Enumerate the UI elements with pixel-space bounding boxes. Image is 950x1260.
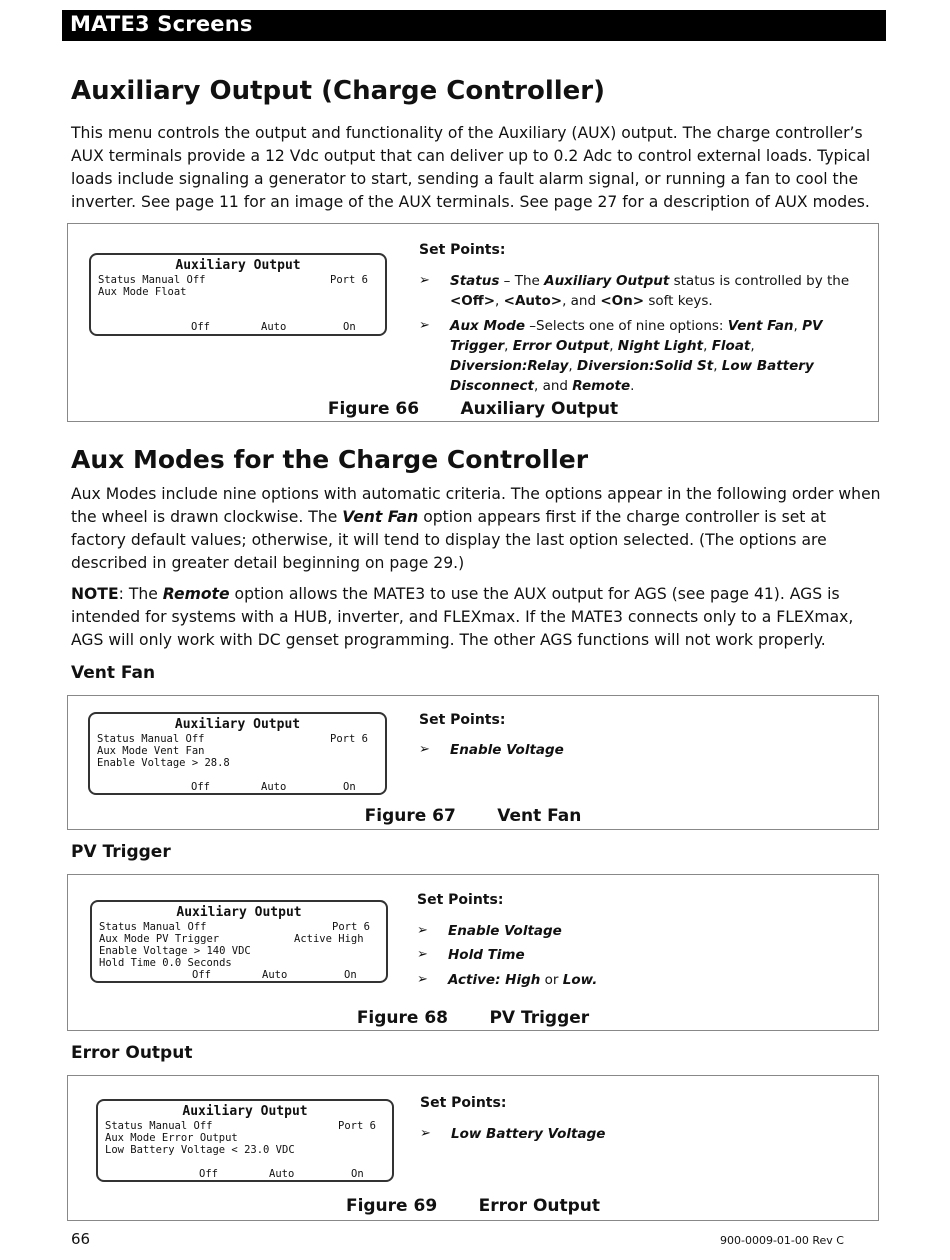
setpoint-enable-voltage: Enable Voltage	[450, 742, 564, 758]
lcd-aux-mode-line: Aux Mode Error Output	[105, 1132, 238, 1144]
soft-key-auto[interactable]: Auto	[269, 1168, 295, 1180]
figure-66-box	[67, 223, 879, 422]
figure-68-box	[67, 874, 879, 1031]
lcd-port: Port 6	[338, 1120, 376, 1132]
page-number: 66	[71, 1230, 91, 1248]
section-title-aux-output: Auxiliary Output (Charge Controller)	[71, 76, 606, 106]
heading-vent-fan: Vent Fan	[71, 663, 156, 683]
lcd-enable-voltage-line: Enable Voltage > 28.8	[97, 757, 230, 769]
heading-error-output: Error Output	[71, 1043, 193, 1063]
soft-key-off[interactable]: Off	[199, 1168, 218, 1180]
lcd-aux-mode-line: Aux Mode Float	[98, 286, 187, 298]
figure-66-caption: Figure 66 Auxiliary Output	[327, 399, 619, 419]
lcd-screen	[88, 712, 387, 795]
lcd-status-line: Status Manual Off	[97, 733, 205, 745]
setpoints-title: Set Points:	[420, 1095, 507, 1111]
document-number: 900-0009-01-00 Rev C	[720, 1234, 844, 1247]
soft-key-auto[interactable]: Auto	[262, 969, 288, 981]
figure-67-caption: Figure 67 Vent Fan	[364, 806, 582, 826]
setpoints-title: Set Points:	[419, 242, 506, 258]
aux-modes-paragraph: Aux Modes include nine options with automatic criteria. The options appear in the following order when the wheel is drawn clockwise. The Vent Fan option appears first if the charge controller is set at factory default values; otherwise, it will tend to display the last option selected. (The options are described in greater detail beginning on page 29.)	[71, 485, 881, 572]
soft-key-off[interactable]: Off	[191, 321, 210, 333]
setpoint-enable-voltage: Enable Voltage	[448, 923, 562, 939]
lcd-title: Auxiliary Output	[174, 717, 301, 732]
setpoint-low-battery-voltage: Low Battery Voltage	[451, 1126, 606, 1142]
figure-67-box	[67, 695, 879, 830]
lcd-title: Auxiliary Output	[182, 1104, 308, 1119]
arrow-bullet-icon: ➢	[420, 1126, 431, 1141]
soft-key-auto[interactable]: Auto	[261, 321, 287, 333]
setpoints-title: Set Points:	[419, 712, 506, 728]
section-title-aux-modes: Aux Modes for the Charge Controller	[71, 445, 589, 474]
figure-69-box	[67, 1075, 879, 1221]
lcd-title: Auxiliary Output	[175, 258, 301, 273]
arrow-bullet-icon: ➢	[419, 318, 430, 333]
soft-key-on[interactable]: On	[344, 969, 357, 981]
lcd-hold-time-line: Hold Time 0.0 Seconds	[99, 957, 232, 969]
lcd-screen	[96, 1099, 394, 1182]
soft-key-on[interactable]: On	[351, 1168, 364, 1180]
lcd-aux-mode-line: Aux Mode PV Trigger	[99, 933, 220, 945]
arrow-bullet-icon: ➢	[419, 742, 430, 757]
lcd-low-battery-line: Low Battery Voltage < 23.0 VDC	[105, 1144, 295, 1156]
arrow-bullet-icon: ➢	[417, 972, 428, 987]
heading-pv-trigger: PV Trigger	[71, 842, 171, 862]
figure-68-caption: Figure 68 PV Trigger	[356, 1008, 590, 1028]
lcd-title: Auxiliary Output	[176, 905, 302, 920]
lcd-enable-voltage-line: Enable Voltage > 140 VDC	[99, 945, 251, 957]
lcd-active-high: Active High	[294, 933, 364, 945]
setpoint-status-text: Status – The Auxiliary Output status is controlled by the <Off>, <Auto>, and <On> soft keys.	[450, 273, 850, 309]
setpoint-hold-time: Hold Time	[448, 947, 525, 963]
intro-paragraph: This menu controls the output and functionality of the Auxiliary (AUX) output. The charge controller’s AUX terminals provide a 12 Vdc output that can deliver up to 0.2 Adc to control external loads. Typical loads include signaling a generator to start, sending a fault alarm signal, or running a fan to cool the inverter. See page 11 for an image of the AUX terminals. See page 27 for a description of AUX modes.	[71, 124, 871, 211]
header-bar	[62, 10, 886, 41]
lcd-status-line: Status Manual Off	[105, 1120, 213, 1132]
arrow-bullet-icon: ➢	[419, 273, 430, 288]
soft-key-auto[interactable]: Auto	[261, 781, 287, 793]
lcd-port: Port 6	[330, 274, 368, 286]
setpoint-aux-mode-text: Aux Mode –Selects one of nine options: Vent Fan, PV Trigger, Error Output, Night Light, Float, Diversion:Relay, Diversion:Solid St, Low Battery Disconnect, and Remote.	[450, 318, 823, 394]
figure-69-caption: Figure 69 Error Output	[345, 1196, 601, 1216]
lcd-screen	[90, 900, 388, 983]
lcd-screen	[89, 253, 387, 336]
soft-key-off[interactable]: Off	[191, 781, 210, 793]
note-paragraph: NOTE: The Remote option allows the MATE3 to use the AUX output for AGS (see page 41). AGS is intended for systems with a HUB, inverter, and FLEXmax. If the MATE3 connects only to a FLEXmax, AGS will only work with DC genset programming. The other AGS functions will not work properly.	[71, 585, 854, 649]
soft-key-on[interactable]: On	[343, 781, 356, 793]
arrow-bullet-icon: ➢	[417, 923, 428, 938]
header-title: MATE3 Screens	[70, 12, 253, 36]
setpoint-active: Active: High or Low.	[448, 972, 598, 988]
arrow-bullet-icon: ➢	[417, 947, 428, 962]
lcd-status-line: Status Manual Off	[98, 274, 206, 286]
lcd-status-line: Status Manual Off	[99, 921, 207, 933]
lcd-port: Port 6	[330, 733, 368, 745]
lcd-aux-mode-line: Aux Mode Vent Fan	[97, 745, 205, 757]
setpoints-title: Set Points:	[417, 892, 504, 908]
soft-key-on[interactable]: On	[343, 321, 356, 333]
soft-key-off[interactable]: Off	[192, 969, 211, 981]
lcd-port: Port 6	[332, 921, 370, 933]
